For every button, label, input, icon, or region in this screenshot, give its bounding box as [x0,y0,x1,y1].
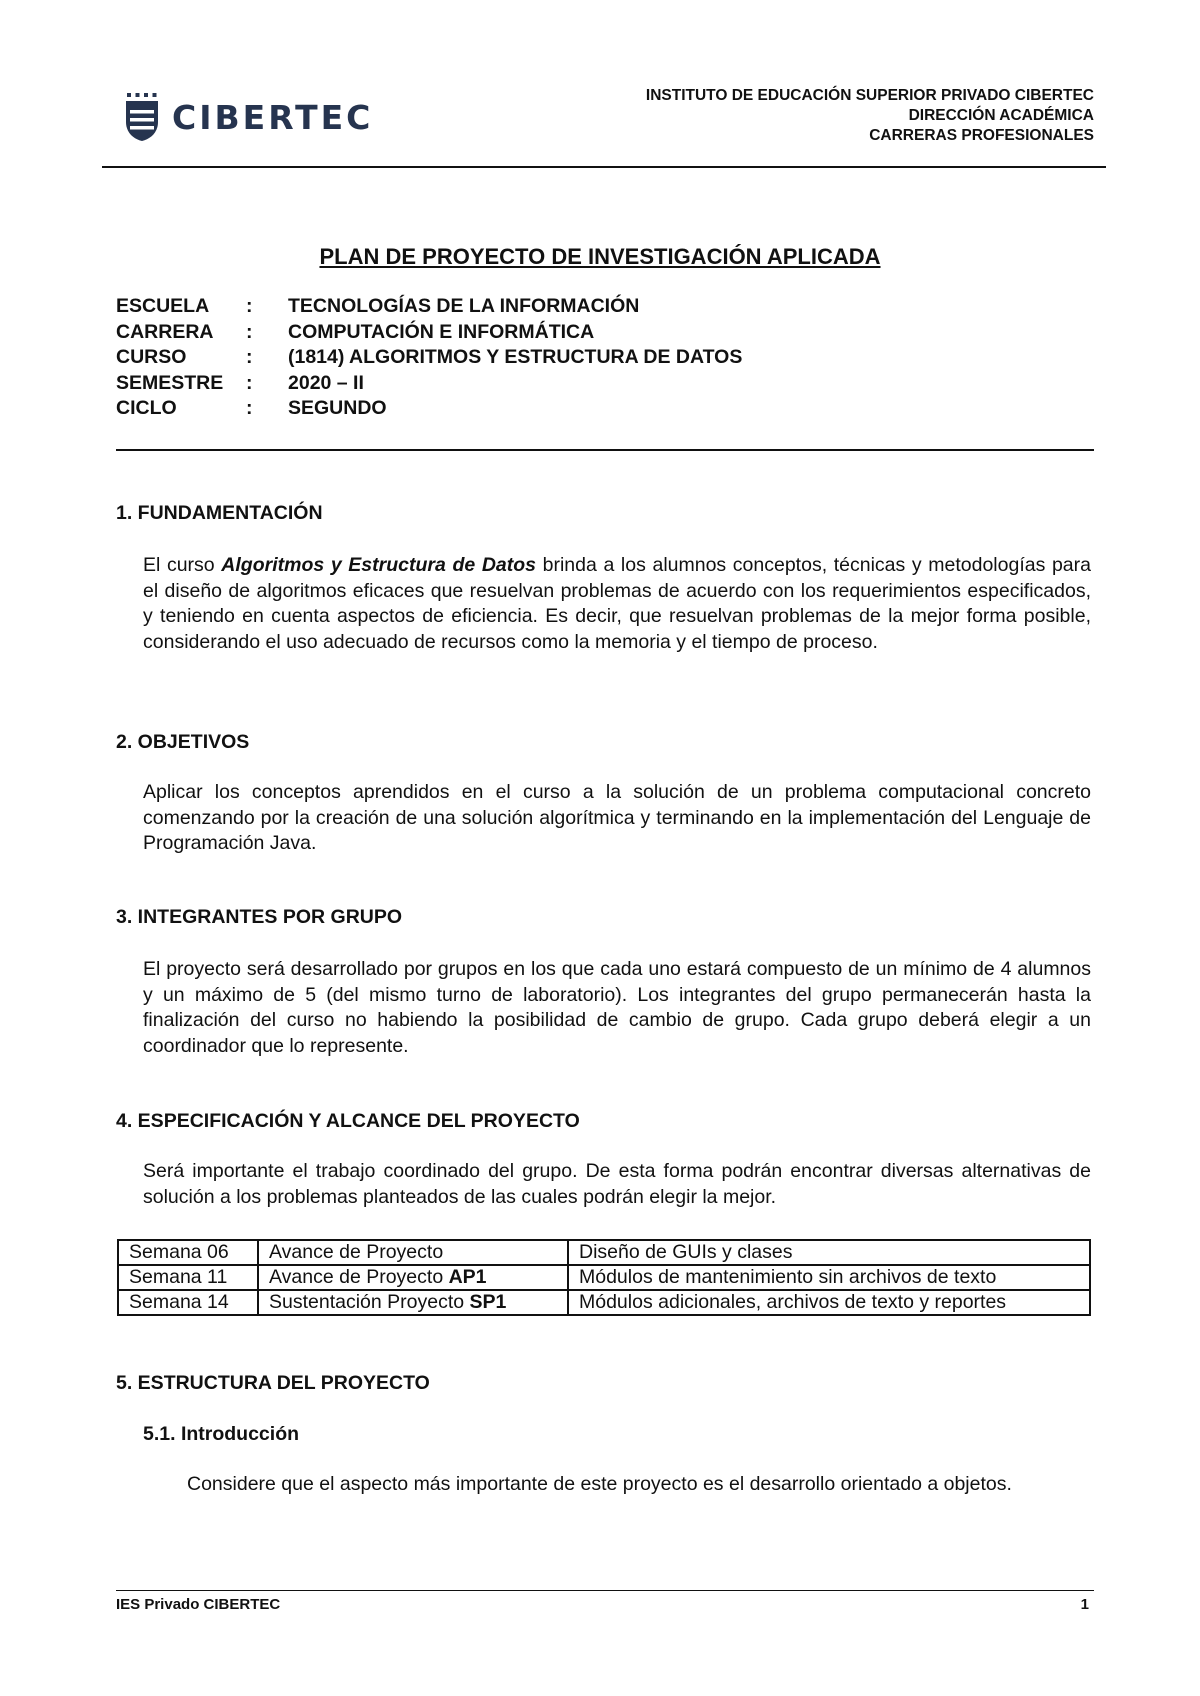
activity-code: AP1 [448,1266,487,1288]
table-cell-activity [258,1240,568,1265]
table-cell-activity [258,1290,568,1315]
info-value: 2020 – II [288,371,364,394]
info-colon: : [246,346,253,369]
info-label: CICLO [116,397,177,420]
table-cell-content: Módulos adicionales, archivos de texto y reportes [568,1290,1090,1315]
table-cell-week: Semana 14 [118,1290,258,1315]
section-heading-estructura: 5. ESTRUCTURA DEL PROYECTO [116,1372,430,1394]
info-value: (1814) ALGORITMOS Y ESTRUCTURA DE DATOS [288,346,743,369]
institution-line: CARRERAS PROFESIONALES [869,127,1094,144]
info-value: SEGUNDO [288,397,387,420]
section-paragraph: Será importante el trabajo coordinado del grupo. De esta forma podrán encontrar diversas alternativas de solución a los problemas planteados de las cuales podrán elegir la mejor. [143,1160,1091,1208]
info-label: ESCUELA [116,295,210,318]
table-row [118,1240,1090,1265]
info-label: SEMESTRE [116,371,224,394]
section-heading-especificacion: 4. ESPECIFICACIÓN Y ALCANCE DEL PROYECTO [116,1110,580,1132]
footer-institution: IES Privado CIBERTEC [116,1596,281,1613]
info-colon: : [246,295,253,318]
institution-line: DIRECCIÓN ACADÉMICA [908,107,1094,124]
section-paragraph: Considere que el aspecto más importante de este proyecto es el desarrollo orientado a objetos. [187,1473,1012,1495]
header-divider [102,166,1106,168]
activity-text: Avance de Proyecto [269,1241,444,1263]
section-paragraph: El proyecto será desarrollado por grupos en los que cada uno estará compuesto de un mínimo de 4 alumnos y un máximo de 5 (del mismo turno de laboratorio). Los integrantes del grupo permanecerán hasta la finalización del curso no habiendo la posibilidad de cambio de grupo. Cada grupo deberá elegir a un coordinador que lo represente. [143,958,1091,1057]
activity-text: Sustentación Proyecto [269,1291,470,1313]
document-title: PLAN DE PROYECTO DE INVESTIGACIÓN APLICADA [319,244,881,269]
info-row [116,371,742,397]
info-value: TECNOLOGÍAS DE LA INFORMACIÓN [288,295,640,318]
info-colon: : [246,397,253,420]
institution-line: INSTITUTO DE EDUCACIÓN SUPERIOR PRIVADO CIBERTEC [645,87,1094,104]
page-number: 1 [1080,1596,1089,1613]
section-heading-integrantes: 3. INTEGRANTES POR GRUPO [116,906,403,928]
schedule-table [117,1239,1091,1316]
info-label: CARRERA [116,320,214,343]
shield-logo-icon [124,92,160,142]
institution-header [646,86,1094,146]
paragraph-text: El curso [143,554,222,576]
info-row [116,294,742,320]
logo-wordmark: CIBERTEC [172,97,374,137]
section-heading-objetivos: 2. OBJETIVOS [116,731,250,753]
table-cell-week: Semana 06 [118,1240,258,1265]
table-row [118,1290,1090,1315]
course-info [116,294,742,422]
info-row [116,396,742,422]
footer-divider [116,1590,1094,1591]
table-cell-activity [258,1265,568,1290]
activity-code: SP1 [469,1291,507,1313]
section-heading-fundamentacion: 1. FUNDAMENTACIÓN [116,502,323,524]
table-cell-week: Semana 11 [118,1265,258,1290]
table-row [118,1265,1090,1290]
info-colon: : [246,320,253,343]
course-name-emphasis: Algoritmos y Estructura de Datos [221,554,536,576]
info-divider [116,449,1094,451]
table-cell-content: Módulos de mantenimiento sin archivos de texto [568,1265,1090,1290]
section-paragraph: Aplicar los conceptos aprendidos en el curso a la solución de un problema computacional concreto comenzando por la creación de una solución algorítmica y terminando en la implementación del Lenguaje de Programación Java. [143,781,1091,854]
section-paragraph [143,553,1091,655]
info-row [116,345,742,371]
table-cell-content: Diseño de GUIs y clases [568,1240,1090,1265]
paragraph-text: brinda a los alumnos conceptos, técnicas y metodologías para el diseño de algoritmos eficaces que resuelvan problemas de acuerdo con los requerimientos especificados, y teniendo en cuenta aspectos de eficiencia. Es decir, que resuelvan problemas de la mejor forma posible, considerando el uso adecuado de recursos como la memoria y el tiempo de proceso. [143,554,1091,653]
activity-text: Avance de Proyecto [269,1266,449,1288]
info-colon: : [246,371,253,394]
cibertec-logo [124,92,373,142]
info-value: COMPUTACIÓN E INFORMÁTICA [288,320,595,343]
info-row [116,320,742,346]
subsection-heading-introduccion: 5.1. Introducción [143,1423,300,1445]
info-label: CURSO [116,346,187,369]
